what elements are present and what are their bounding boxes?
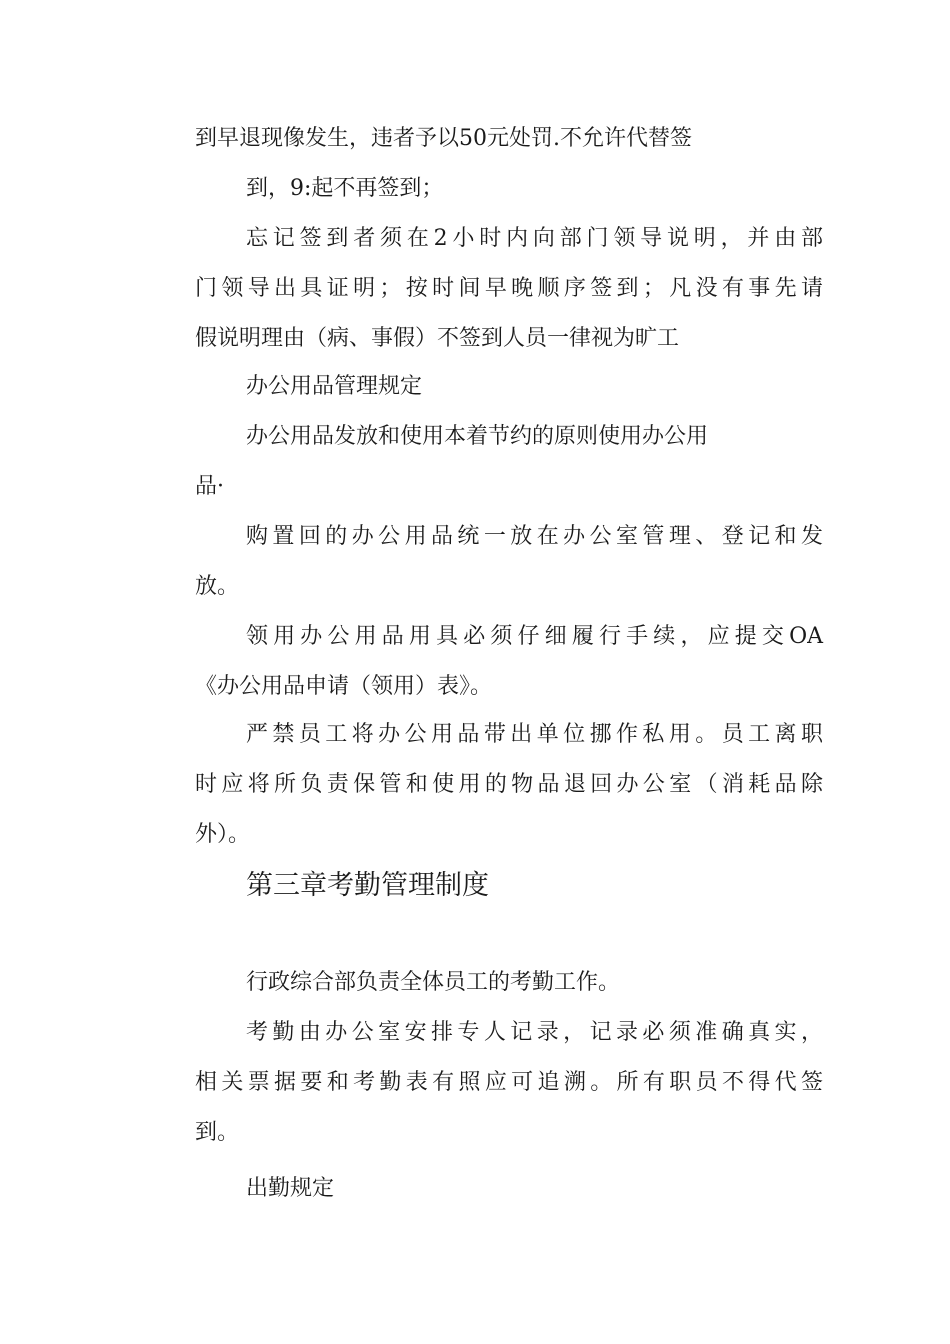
body-line: 到，9:起不再签到； xyxy=(246,176,444,201)
body-line: 假说明理由（病、事假）不签到人员一律视为旷工 xyxy=(195,326,680,351)
body-line: 领用办公用品用具必须仔细履行手续，应提交OA xyxy=(246,624,823,649)
chapter-heading: 第三章考勤管理制度 xyxy=(246,870,489,901)
body-line: 到早退现像发生，违者予以50元处罚.不允许代替签 xyxy=(195,126,692,151)
body-line: 办公用品发放和使用本着节约的原则使用办公用 xyxy=(246,424,709,449)
body-line: 忘记签到者须在2小时内向部门领导说明，并由部 xyxy=(246,226,823,251)
body-line: 行政综合部负责全体员工的考勤工作。 xyxy=(246,970,621,995)
body-line: 购置回的办公用品统一放在办公室管理、登记和发 xyxy=(246,524,823,549)
body-line: 外）。 xyxy=(195,822,251,847)
section-title: 出勤规定 xyxy=(246,1176,335,1201)
body-line: 放。 xyxy=(195,574,240,599)
body-line: 严禁员工将办公用品带出单位挪作私用。员工离职 xyxy=(246,722,823,747)
section-title: 办公用品管理规定 xyxy=(246,374,423,399)
body-line: 门领导出具证明；按时间早晚顺序签到；凡没有事先请 xyxy=(195,276,823,301)
body-line: 《办公用品申请（领用）表》。 xyxy=(195,674,493,699)
body-line: 相关票据要和考勤表有照应可追溯。所有职员不得代签 xyxy=(195,1070,823,1095)
body-line: 时应将所负责保管和使用的物品退回办公室（消耗品除 xyxy=(195,772,823,797)
body-line: 到。 xyxy=(195,1120,240,1145)
body-line: 品· xyxy=(195,474,224,499)
body-line: 考勤由办公室安排专人记录，记录必须准确真实， xyxy=(246,1020,823,1045)
